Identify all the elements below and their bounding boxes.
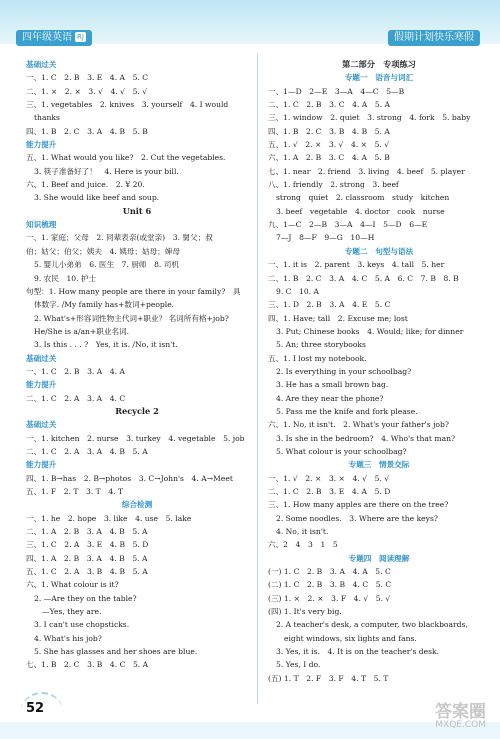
answer-line: 二、1. C 2. B 3. C 4. A 5. A (268, 100, 391, 110)
left-column (26, 58, 248, 672)
answer-line: 一、1. √ 2. × 3. × 4. √ 5. √ (268, 473, 390, 483)
watermark-url: MXQE.COM (435, 720, 486, 730)
answer-line: 二、1. × 2. × 3. √ 4. √ 5. √ (26, 86, 148, 96)
answer-line: 3. He has a small brown bag. (276, 380, 389, 390)
answer-line: 一、1. C 2. B 3. E 4. A 5. C (26, 73, 149, 83)
answer-line: 四、1. B 2. C 3. A 4. B 5. B (26, 126, 148, 136)
answer-line: 伯；姑父；伯父；姨夫 4. 姨母；姑母；婶母 (26, 246, 180, 256)
topic-heading: 专题一 语音与词汇 (344, 73, 414, 83)
header-left-text: 四年级英语 (22, 32, 72, 43)
section-heading: 知识梳理 (26, 220, 57, 230)
section-heading: 基础过关 (26, 353, 57, 363)
answer-line: 5. What colour is your schoolbag? (276, 446, 407, 456)
answer-line: 六、1. A 2. B 3. C 4. A 5. B (268, 153, 390, 163)
answer-line: 二、1. C 2. A 3. A 4. C (26, 393, 126, 403)
answer-line: (四) 1. It's very big. (268, 607, 342, 617)
answer-line: 句型：1. How many people are there in your family? 具 (26, 286, 241, 296)
answer-line: 五、1. √ 2. × 3. √ 4. × 5. √ (268, 140, 390, 150)
answer-line: 5. An; three storybooks (276, 340, 366, 350)
answer-line: 5. Pass me the knife and fork please. (276, 406, 418, 416)
answer-line: 3. 筷子准备好了！ 4. Here is your bill. (34, 166, 179, 176)
section-heading: 综合检测 (121, 500, 153, 510)
watermark-logo: 答案圈 (435, 702, 486, 722)
topic-heading: 专题二 句型与语法 (344, 246, 414, 256)
answer-line: 4. No, it isn't. (276, 527, 329, 537)
answer-line: 3. I can't use chopsticks. (34, 620, 130, 630)
answer-line: 七、1. near 2. friend 3. living 4. beef 5. player (268, 166, 465, 176)
answer-line: 三、1. How many apples are there on the tree? (268, 500, 449, 510)
answer-line: 二、1. B 2. C 3. A 4. C 5. A 6. C 7. B 8. B (268, 273, 459, 283)
answer-line: 九、1—C 2—B 3—A 4—I 5—D 6—E (268, 220, 428, 230)
answer-line: 八、1. friendly 2. strong 3. beef (268, 180, 399, 190)
unit-title: Recycle 2 (115, 405, 159, 416)
answer-line: 四、1. Have; tall 2. Excuse me; lost (268, 313, 408, 323)
section-heading: 能力提升 (26, 460, 57, 470)
answer-line: (二) 1. C 2. B 3. B 4. C 5. C (268, 580, 392, 590)
header-right-title: 假期计划快乐寒假 (388, 30, 480, 46)
answer-line: (五) 1. T 2. F 3. F 4. T 5. T (268, 673, 389, 683)
answer-line: (一) 1. C 2. B 3. A 4. A 5. C (268, 567, 391, 577)
answer-line: 五、1. What would you like? 2. Cut the vegetables. (26, 153, 226, 163)
answer-line: 三、1. C 2. A 3. E 4. B 5. D (26, 540, 149, 550)
column-divider (257, 54, 258, 704)
answer-line: 2. —Are they on the table? (34, 593, 137, 603)
answer-line: 2. Some noodles. 3. Where are the keys? (276, 513, 438, 523)
answer-line: 体数字. /My family has+数词+people. (34, 300, 175, 310)
answer-line: 四、1. A 2. B 3. A 4. B 5. A (26, 553, 148, 563)
answer-line: 二、1. C 2. A 3. A 4. B 5. A (26, 446, 148, 456)
answer-line: 一、1. C 2. B 3. A 4. A (26, 366, 125, 376)
answer-line: 5. She has glasses and her shoes are blue. (34, 647, 198, 657)
answer-line: 五、1. C 2. A 3. B 4. B 5. A (26, 567, 148, 577)
answer-line: 一、1—D 2—E 3—A 4—C 5—B (268, 86, 405, 96)
answer-line: 三、1. vegetables 2. knives 3. yourself 4. I would (26, 100, 229, 110)
answer-line: 7—J 8—F 9—G 10—H (276, 233, 375, 243)
answer-line: 9. 农民 10. 护士 (34, 273, 97, 283)
page-footer-band (0, 722, 500, 739)
answer-line: 一、1. he 2. hope 3. like 4. use 5. lake (26, 513, 192, 523)
answer-line: 五、1. F 2. T 3. T 4. T (26, 487, 124, 496)
unit-title: Unit 6 (122, 205, 152, 216)
section-heading: 能力提升 (26, 140, 57, 150)
answer-line: eight windows, six lights and fans. (284, 633, 417, 643)
header-left-title (16, 30, 92, 46)
answer-line: 3. Is this . . . ? Yes, it is. /No, it isn't. (34, 340, 178, 350)
answer-line: He/She is a/an+职业名词. (34, 326, 130, 336)
answer-line: 3. She would like beef and soup. (34, 193, 160, 203)
answer-line: —Yes, they are. (42, 607, 102, 617)
answer-line: (三) 1. × 2. × 3. F 4. √ 5. √ (268, 593, 391, 603)
answer-line: strong quiet 2. classroom study kitchen (276, 193, 450, 203)
answer-line: 三、1. window 2. quiet 3. strong 4. fork 5. baby (268, 113, 471, 123)
section-heading: 基础过关 (26, 60, 57, 69)
part-title: 第二部分 专项练习 (342, 59, 416, 69)
answer-line: 4. What's his job? (34, 633, 102, 643)
answer-line: 四、1. B→has 2. B→photos 3. C→John's 4. A→Meet (26, 473, 233, 483)
answer-line: 六、2 4 3 1 5 (268, 540, 338, 550)
answer-line: 二、1. C 2. B 3. E 4. A 5. D (268, 487, 391, 496)
page-header (0, 0, 500, 44)
header-left-suffix: RJ (77, 33, 84, 41)
answer-line: 3. Is she in the bedroom? 4. Who's that man? (276, 433, 456, 443)
answer-line: 一、1. kitchen 2. nurse 3. turkey 4. vegetable 5. job (26, 433, 245, 443)
answer-line: 二、1. A 2. B 3. A 4. B 5. A (26, 527, 148, 537)
topic-heading: 专题三 情景交际 (348, 460, 410, 470)
answer-line: 六、1. Beef and juice. 2. ¥ 20. (26, 180, 145, 190)
page-number: 52 (26, 701, 45, 716)
answer-line: 六、1. No, it isn't. 2. What's your father's job? (268, 420, 449, 430)
answer-line: 5. Yes, I do. (276, 660, 321, 670)
answer-line: 2. What's+形容词性物主代词+职业？ 名词所有格+job? (34, 313, 229, 323)
answer-line: 2. A teacher's desk, a computer, two blackboards, (276, 620, 468, 630)
answer-line: 六、1. What colour is it? (26, 580, 119, 590)
answer-line: thanks (34, 113, 60, 123)
answer-line: 2. Is everything in your schoolbag? (276, 366, 412, 376)
answer-line: 一、1. it is 2. parent 3. keys 4. tall 5. her (268, 260, 445, 270)
answer-line: 3. beef vegetable 4. doctor cook nurse (276, 206, 445, 216)
answer-line: 3. Yes, it is. 4. It is on the teacher's desk. (276, 647, 440, 657)
answer-line: 5. 婴儿小弟弟 6. 医生 7. 厨师 8. 司机 (34, 260, 179, 270)
right-column (268, 58, 490, 685)
answer-line: 4. Are they near the phone? (276, 393, 384, 403)
section-heading: 基础过关 (26, 420, 57, 430)
answer-line: 三、1. D 2. B 3. A 4. E 5. C (268, 300, 391, 310)
answer-line: 3. Put; Chinese books 4. Would; like; for dinner (276, 326, 464, 336)
answer-line: 四、1. B 2. C 3. B 4. B 5. A (268, 126, 390, 136)
answer-line: 七、1. B 2. C 3. B 4. C 5. A (26, 660, 149, 670)
answer-line: 9. C 10. A (276, 286, 320, 296)
section-heading: 能力提升 (26, 380, 57, 390)
answer-line: 一、1. 家庭；父母 2. 同辈表亲(或堂亲) 3. 舅父；叔 (26, 233, 213, 243)
topic-heading: 专题四 阅读理解 (348, 553, 410, 563)
answer-line: 五、1. I lost my notebook. (268, 353, 367, 363)
